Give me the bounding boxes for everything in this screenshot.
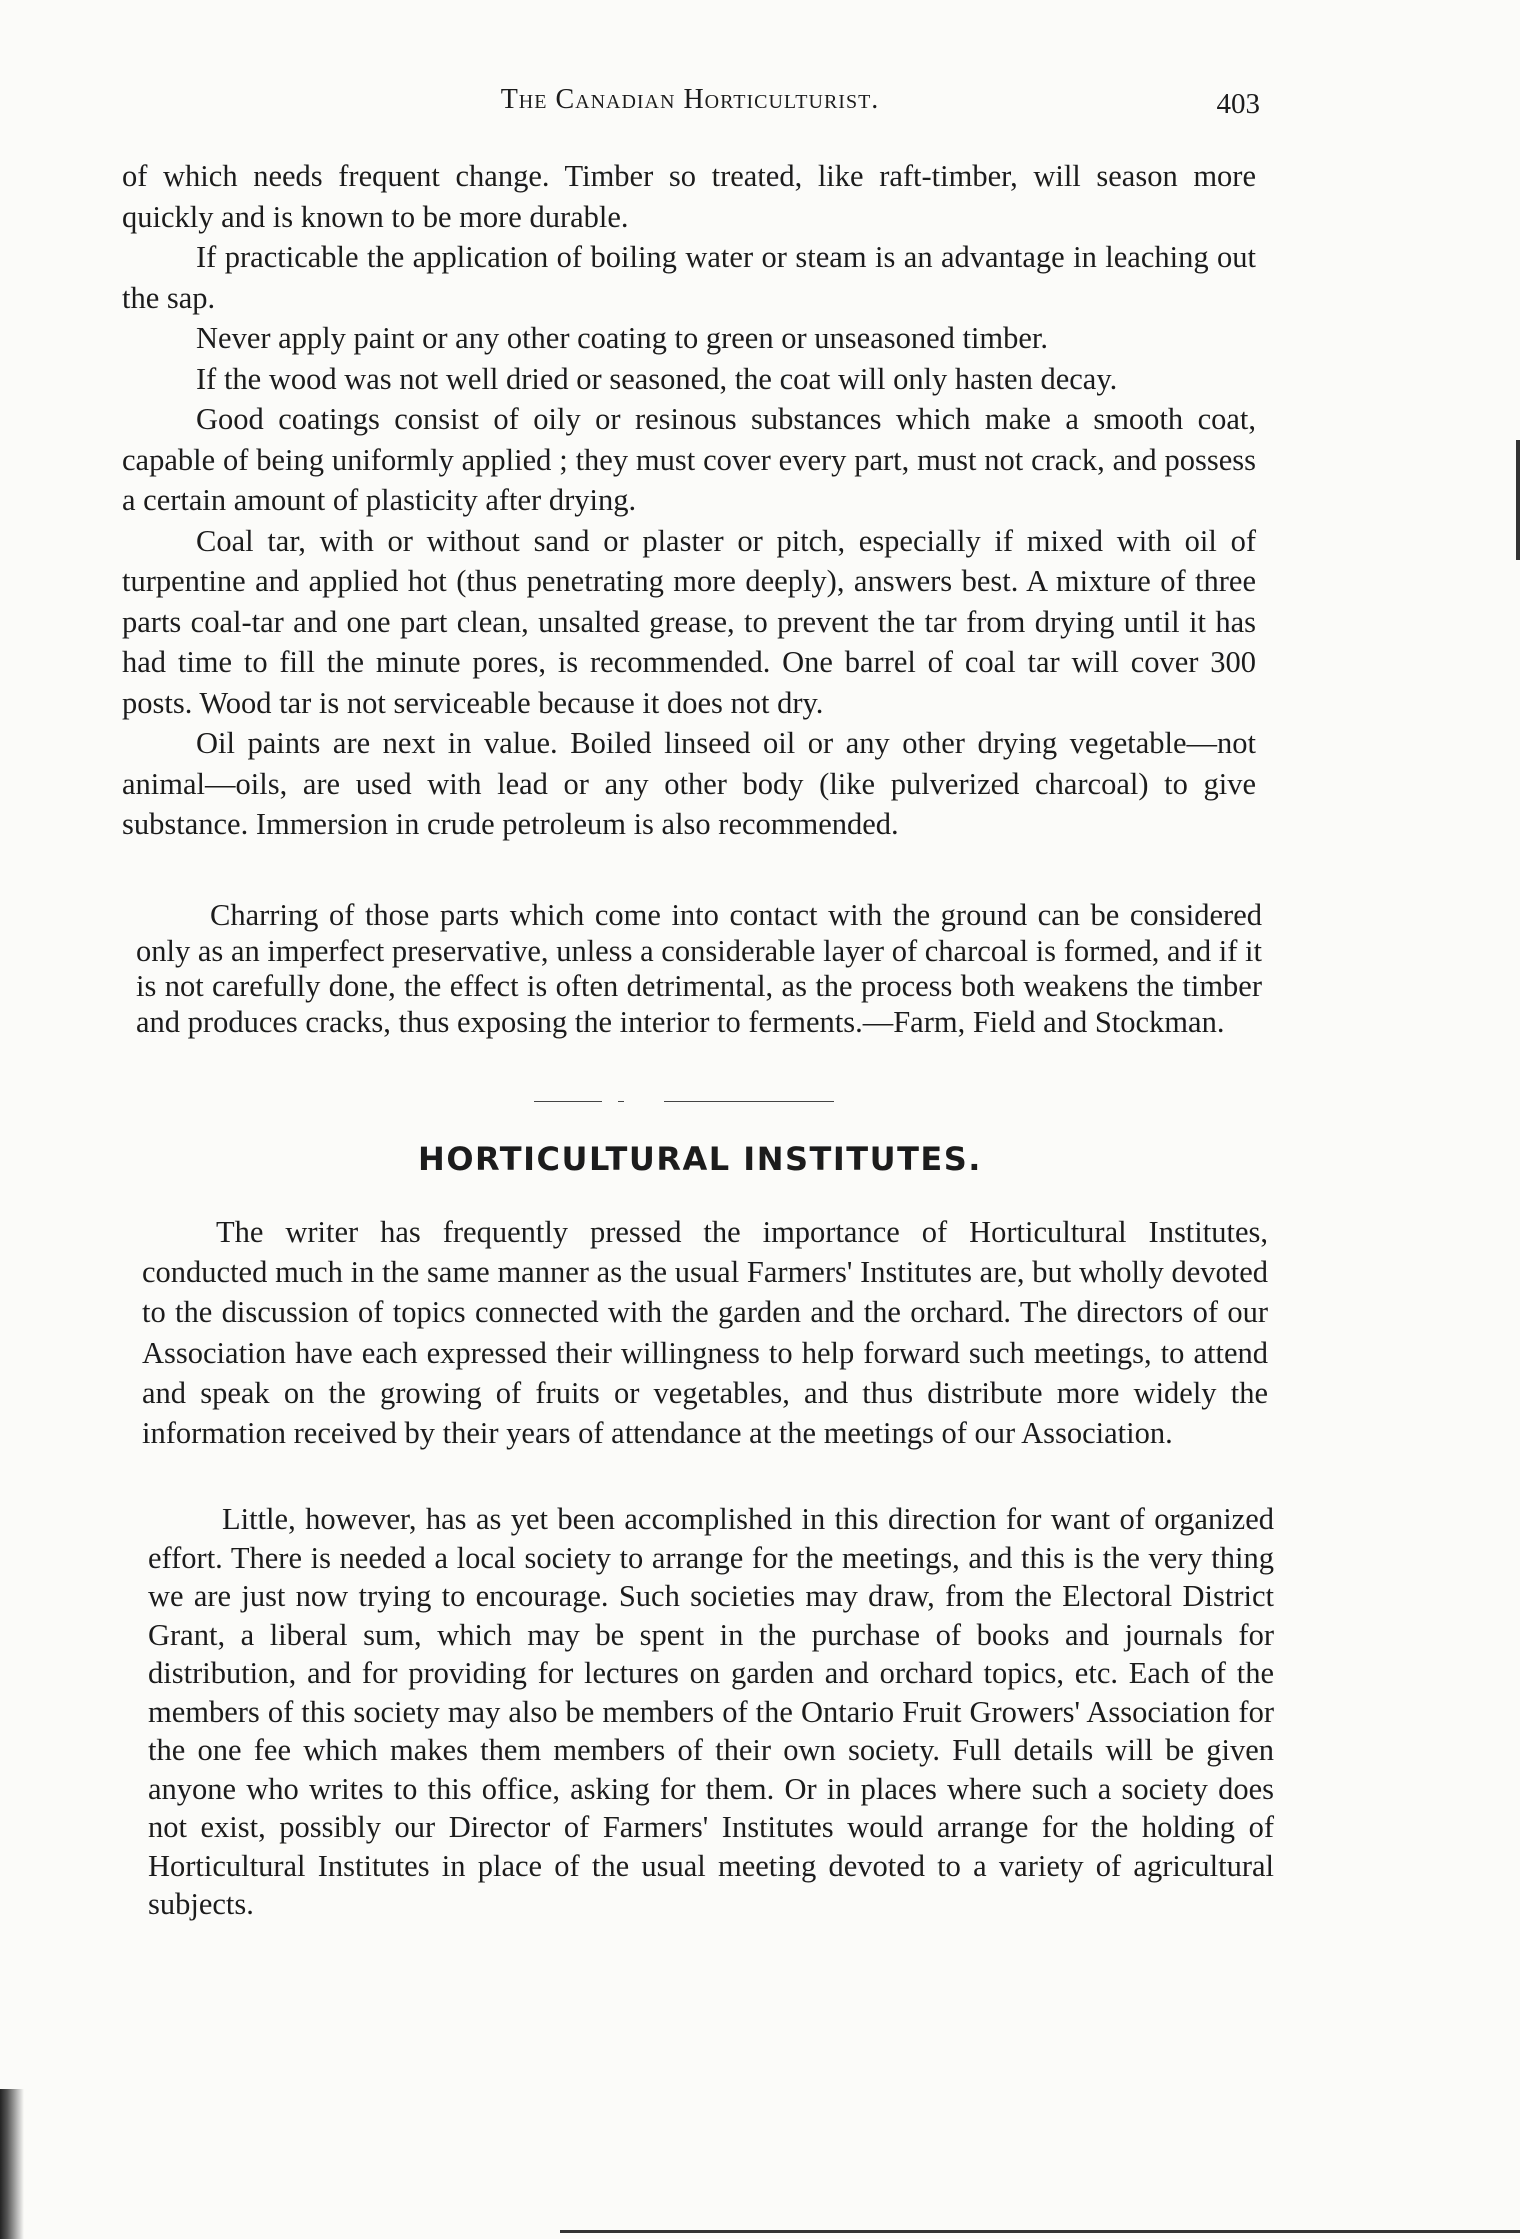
paragraph: Good coatings consist of oily or resinous substances which make a smooth coat, capable of being uniformly applied ; they must cover every part, must not crack, and possess a certain amount of plasticity after drying. — [122, 402, 1256, 517]
article-horticultural-institutes-cont — [148, 1500, 1274, 1924]
scan-edge-mark — [1516, 440, 1520, 560]
page-header — [120, 84, 1260, 124]
paragraph: Little, however, has as yet been accomplished in this direction for want of organized effort. There is needed a local society to arrange for the meetings, and this is the very thing we are just now trying to encourage. Such societies may draw, from the Electoral District Grant, a liberal sum, which may be spent in the purchase of books and journals for distribution, and for providing for lectures on garden and orchard topics, etc. Each of the members of this society may also be members of the Ontario Fruit Growers' Association for the one fee which makes them members of their own society. Full details will be given anyone who writes to this office, asking for them. Or in places where such a society does not exist, possibly our Director of Farmers' Institutes would arrange for the holding of Horticultural Institutes in place of the usual meeting devoted to a variety of agricultural subjects. — [148, 1502, 1274, 1921]
paragraph: If the wood was not well dried or seasoned, the coat will only hasten decay. — [196, 361, 1118, 396]
paragraph: Charring of those parts which come into contact with the ground can be considered only as an imperfect preservative, unless a considerable layer of charcoal is formed, and if it is not carefully done, the effect is often detrimental, as the process both weakens the timber and produces cracks, thus exposing the interior to ferments.—Farm, Field and Stockman. — [136, 898, 1262, 1039]
article-timber-preservation — [122, 156, 1256, 845]
section-divider — [664, 1101, 834, 1102]
paragraph: The writer has frequently pressed the importance of Horticultural Institutes, conducted much in the same manner as the usual Farmers' Institutes are, but wholly devoted to the discussion of topics connected with the garden and the orchard. The directors of our Association have each expressed their willingness to help forward such meetings, to attend and speak on the growing of fruits or vegetables, and thus distribute more widely the information received by their years of attendance at the meetings of our Association. — [142, 1215, 1268, 1451]
paragraph: If practicable the application of boiling water or steam is an advantage in leaching out the sap. — [122, 240, 1256, 315]
scan-edge-line — [560, 2230, 1520, 2233]
scan-shadow — [0, 2089, 24, 2239]
page-number: 403 — [1216, 88, 1260, 120]
paragraph: Coal tar, with or without sand or plaster or pitch, especially if mixed with oil of turpentine and applied hot (thus penetrating more deeply), answers best. A mixture of three parts coal-tar and one part clean, unsalted grease, to prevent the tar from drying until it has had time to fill the minute pores, is recommended. One barrel of coal tar will cover 300 posts. Wood tar is not serviceable because it does not dry. — [122, 523, 1256, 720]
article-horticultural-institutes — [142, 1212, 1268, 1453]
section-heading: HORTICULTURAL INSTITUTES. — [418, 1140, 982, 1178]
section-divider-dot — [618, 1101, 624, 1102]
paragraph: Never apply paint or any other coating to green or unseasoned timber. — [196, 321, 1049, 355]
section-divider — [534, 1101, 602, 1102]
paragraph: of which needs frequent change. Timber so treated, like raft-timber, will season more quickly and is known to be more durable. — [122, 159, 1256, 234]
article-timber-charring — [136, 898, 1262, 1040]
paragraph: Oil paints are next in value. Boiled linseed oil or any other drying vegetable—not animal—oils, are used with lead or any other body (like pulverized charcoal) to give substance. Immersion in crude petroleum is also recommended. — [122, 726, 1256, 841]
running-title: The Canadian Horticulturist. — [500, 84, 880, 115]
